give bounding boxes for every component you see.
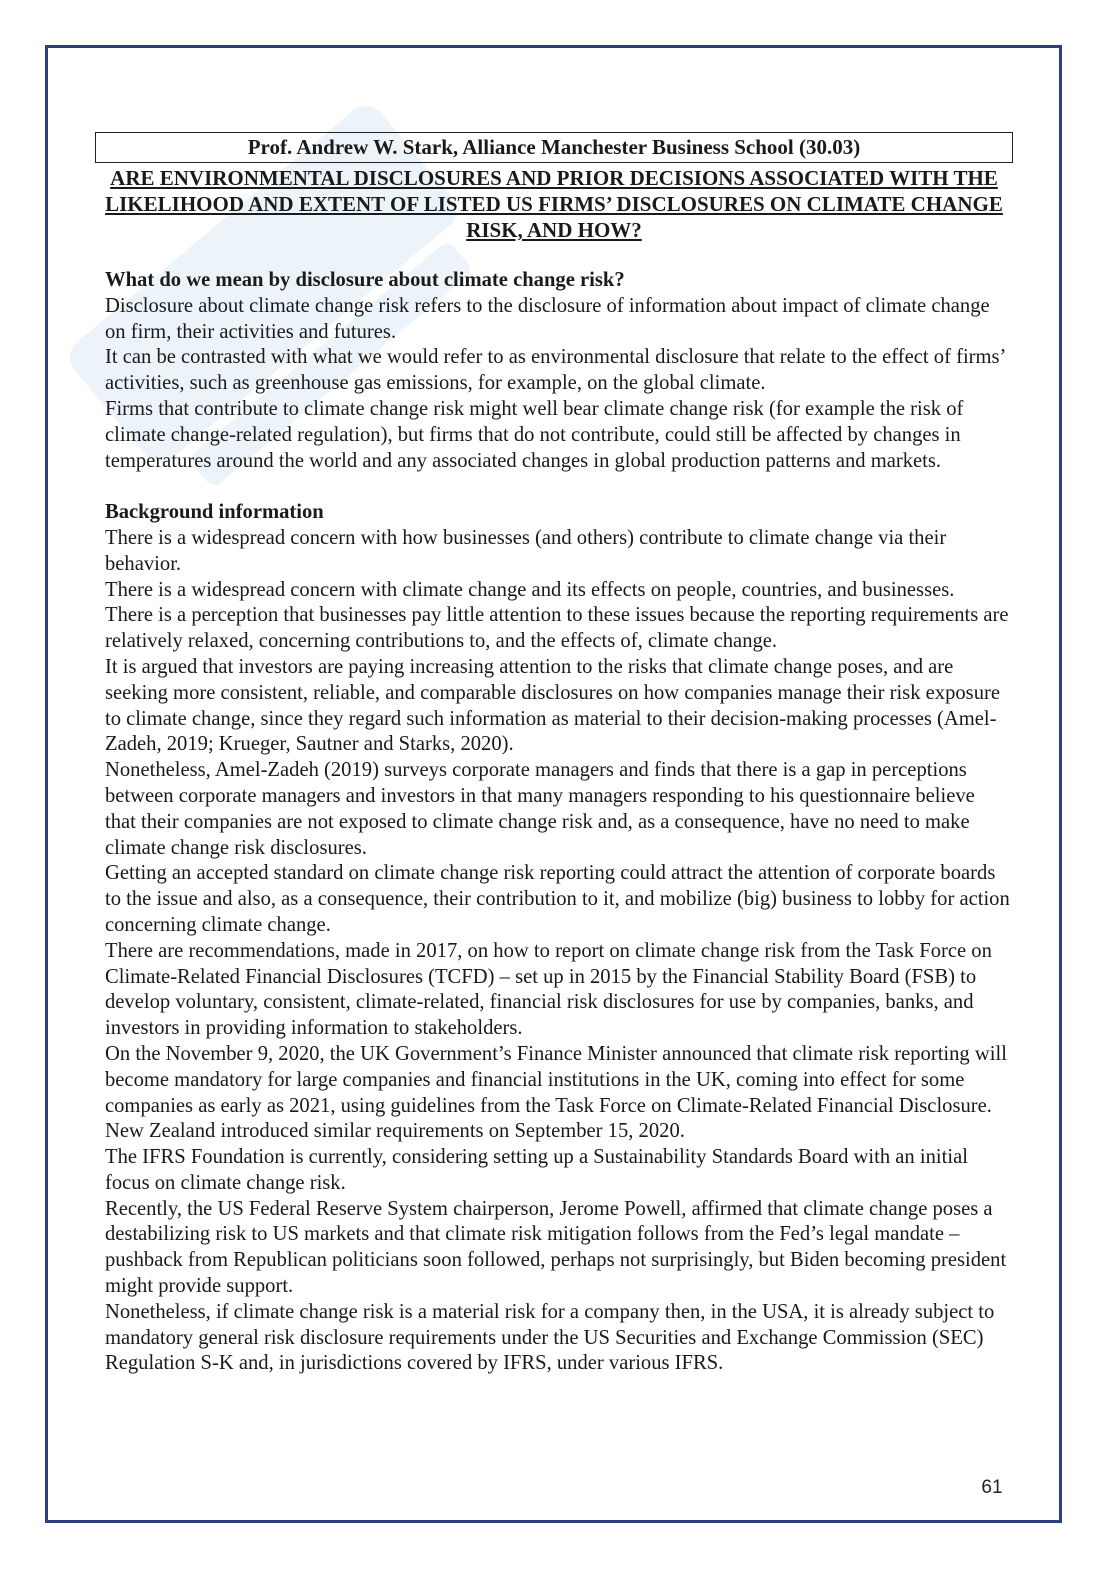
paragraph: There is a widespread concern with climate change and its effects on people, countries, and businesses. [105, 578, 955, 601]
section-climate-risk-definition [105, 268, 1010, 474]
paragraph: It can be contrasted with what we would refer to as environmental disclosure that relate to the effect of firms’ activities, such as greenhouse gas emissions, for example, on the global climate. [105, 346, 1005, 395]
paragraph: There is a perception that businesses pay little attention to these issues because the reporting requirements are relatively relaxed, concerning contributions to, and the effects of, climate change. [105, 604, 1009, 653]
paragraph: New Zealand introduced similar requirements on September 15, 2020. [105, 1120, 685, 1143]
paragraph: Firms that contribute to climate change risk might well bear climate change risk (for example the risk of climate change-related regulation), but firms that do not contribute, could still be affected by changes in temperatures around the world and any associated changes in global production patterns and markets. [105, 397, 964, 472]
paragraph: It is argued that investors are paying increasing attention to the risks that climate change poses, and are seeking more consistent, reliable, and comparable disclosures on how companies manage their risk exposure to climate change, since they regard such information as material to their decision-making processes (Amel-Zadeh, 2019; Krueger, Sautner and Starks, 2020). [105, 655, 1000, 756]
author-header: Prof. Andrew W. Stark, Alliance Manchester Business School (30.03) [95, 132, 1013, 163]
paragraph: Getting an accepted standard on climate change risk reporting could attract the attention of corporate boards to the issue and also, as a consequence, their contribution to it, and mobilize (big) business to lobby for action concerning climate change. [105, 862, 1010, 936]
section-background-information [105, 500, 1010, 1377]
paragraph: There are recommendations, made in 2017, on how to report on climate change risk from the Task Force on Climate-Related Financial Disclosures (TCFD) – set up in 2015 by the Financial Stability Board (FSB) to develop voluntary, consistent, climate-related, financial risk disclosures for use by companies, banks, and investors in providing information to stakeholders. [105, 939, 992, 1040]
section-heading: Background information [105, 501, 324, 524]
paragraph: Recently, the US Federal Reserve System chairperson, Jerome Powell, affirmed that climate change poses a destabilizing risk to US markets and that climate risk mitigation follows from the Fed’s legal mandate – pushback from Republican politicians soon followed, perhaps not surprisingly, but Biden becoming president might provide support. [105, 1197, 1007, 1298]
paragraph: Nonetheless, if climate change risk is a material risk for a company then, in the USA, it is already subject to mandatory general risk disclosure requirements under the US Securities and Exchange Commission (SEC) Regulation S-K and, in jurisdictions covered by IFRS, under various IFRS. [105, 1300, 995, 1375]
paragraph: There is a widespread concern with how businesses (and others) contribute to climate change via their behavior. [105, 526, 947, 575]
paragraph: On the November 9, 2020, the UK Government’s Finance Minister announced that climate risk reporting will become mandatory for large companies and financial institutions in the UK, coming into effect for some companies as early as 2021, using guidelines from the Task Force on Climate-Related Financial Disclosure. [105, 1042, 1007, 1117]
document-title: ARE ENVIRONMENTAL DISCLOSURES AND PRIOR DECISIONS ASSOCIATED WITH THE LIKELIHOOD AND EXTENT OF LISTED US FIRMS’ DISCLOSURES ON CLIMATE CHANGE RISK, AND HOW? [105, 166, 1003, 242]
section-spacer [105, 474, 1010, 500]
paragraph: Disclosure about climate change risk refers to the disclosure of information about impact of climate change on firm, their activities and futures. [105, 294, 990, 343]
page-number: 61 [981, 1477, 1003, 1498]
section-heading: What do we mean by disclosure about climate change risk? [105, 269, 625, 291]
paragraph: Nonetheless, Amel-Zadeh (2019) surveys corporate managers and finds that there is a gap in perceptions between corporate managers and investors in that many managers responding to his questionnaire believe that their companies are not exposed to climate change risk and, as a consequence, have no need to make climate change risk disclosures. [105, 759, 975, 859]
document-body [105, 268, 1010, 1377]
paragraph: The IFRS Foundation is currently, considering setting up a Sustainability Standards Board with an initial focus on climate change risk. [105, 1146, 968, 1194]
